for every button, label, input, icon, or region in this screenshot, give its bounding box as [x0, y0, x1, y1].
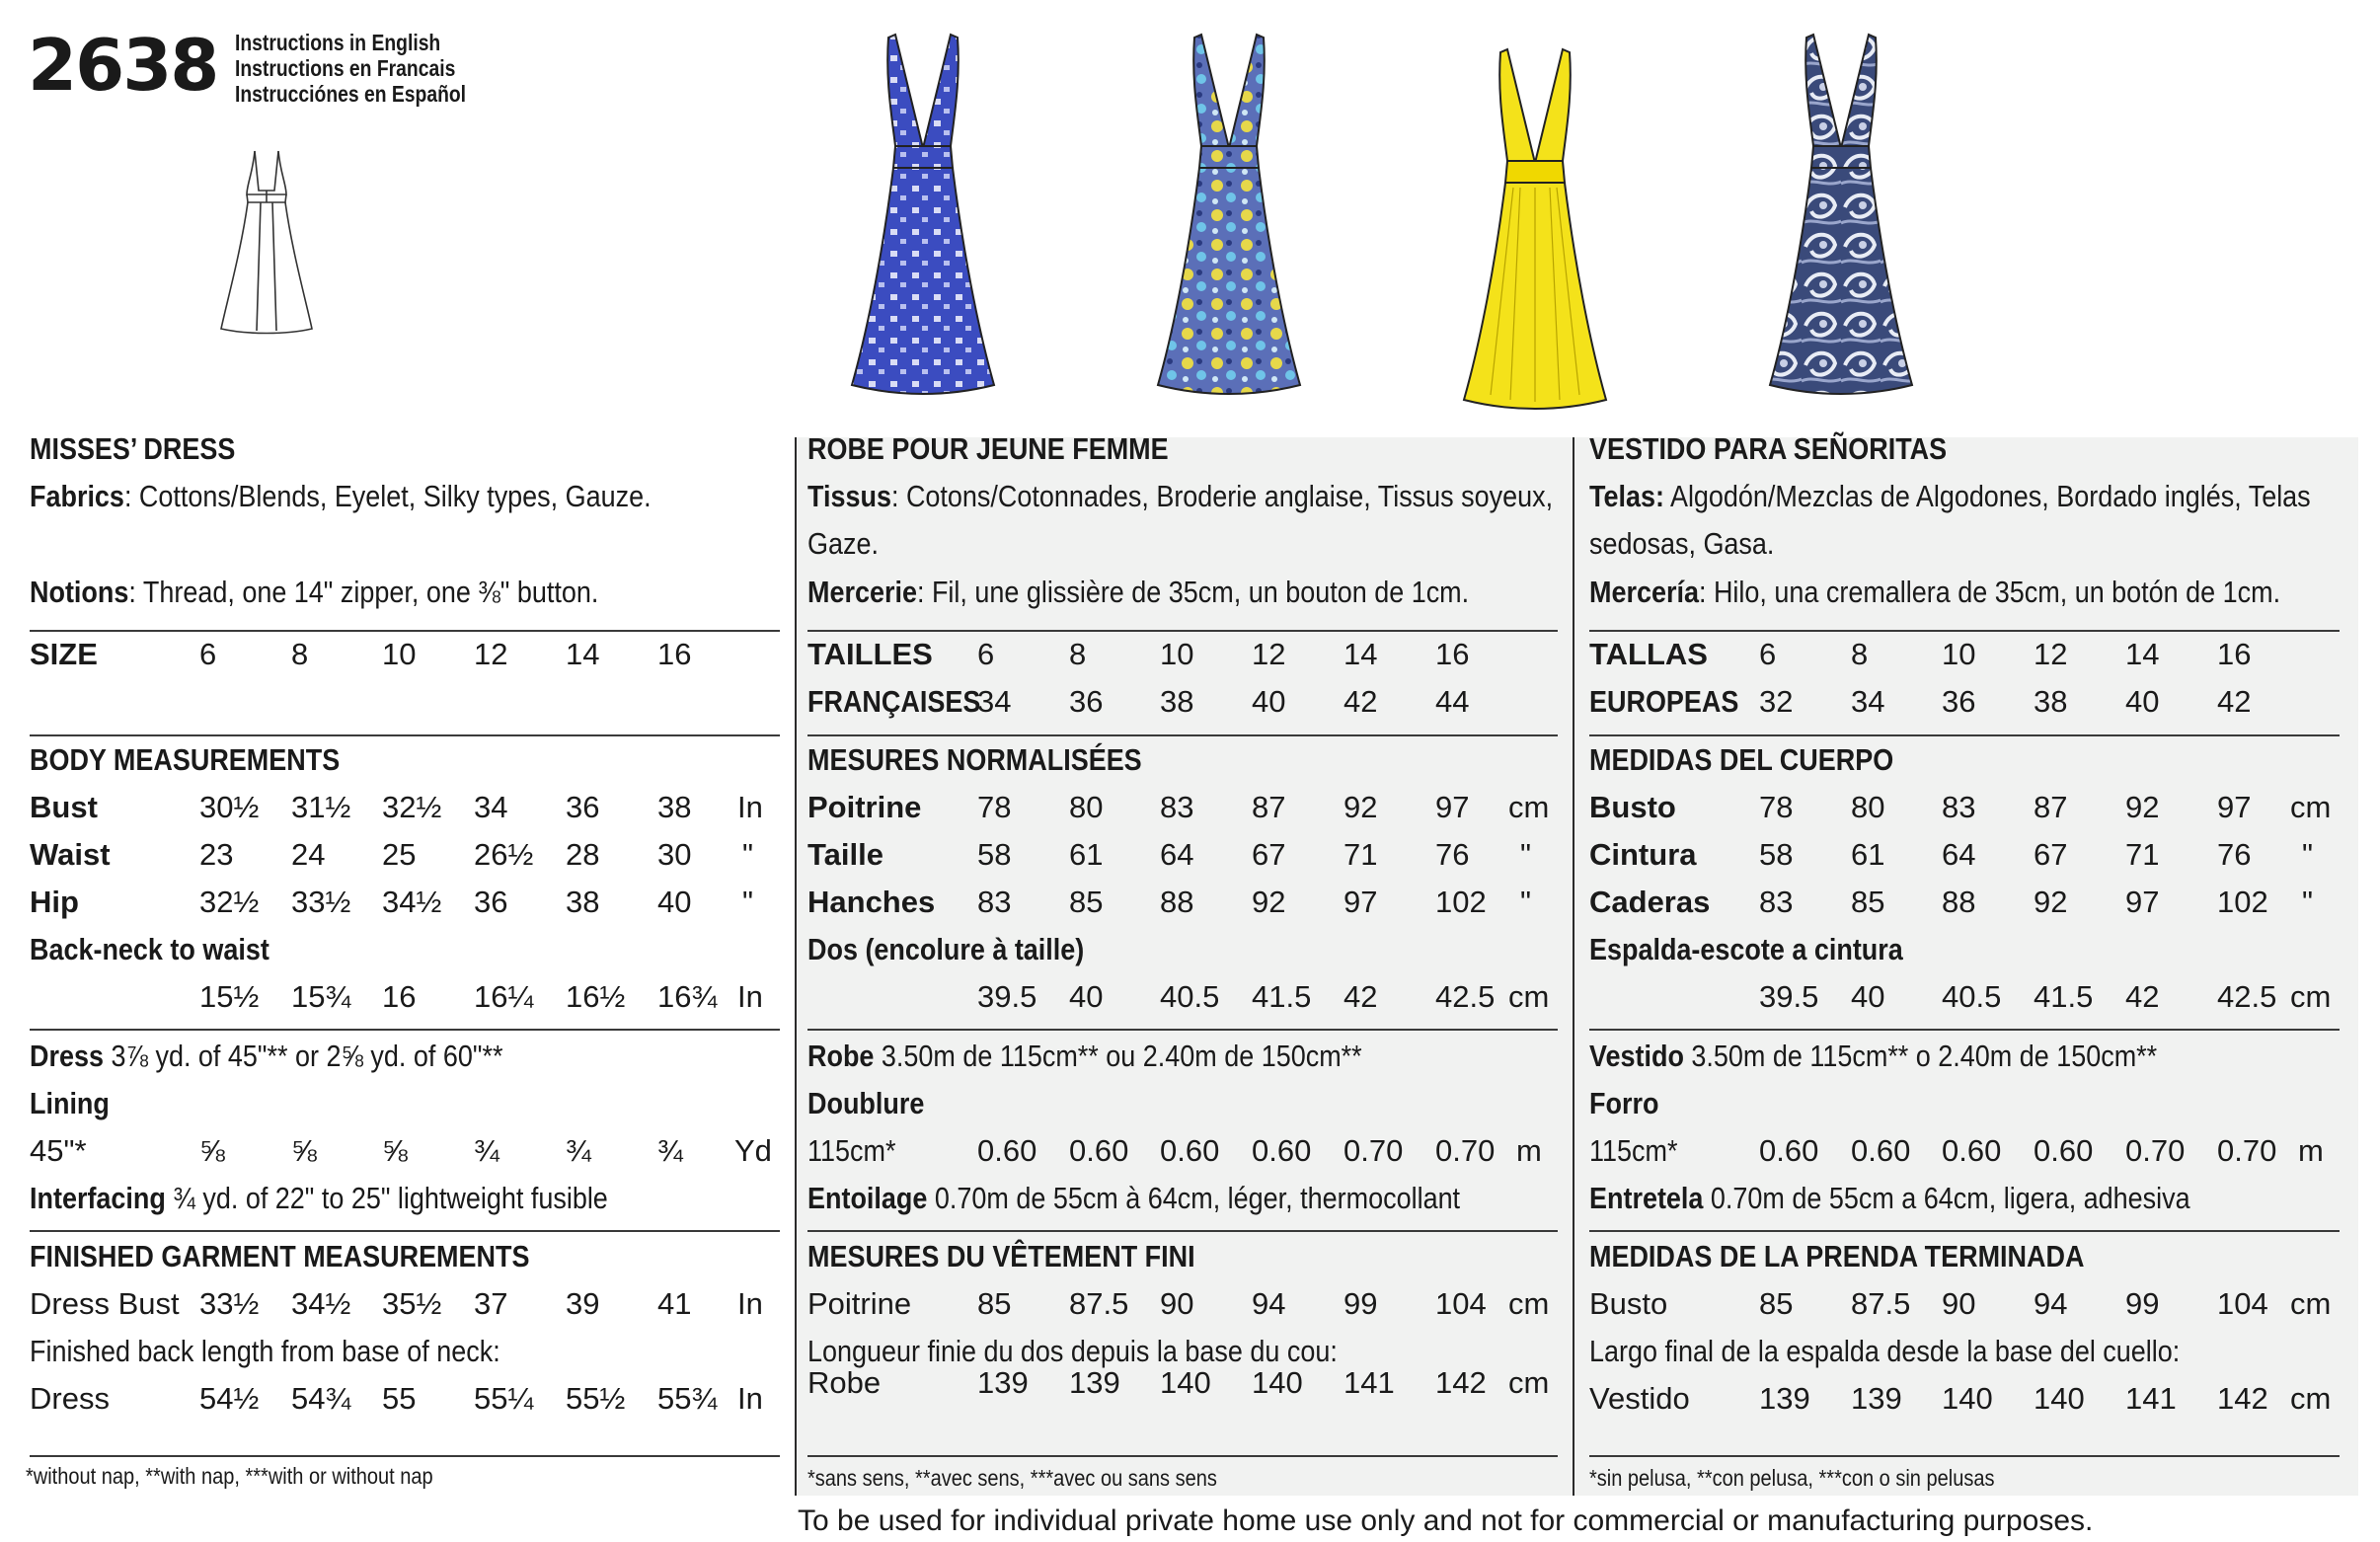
lining-label: Forro [1589, 1086, 1659, 1120]
lining-value: ¾ [566, 1133, 591, 1168]
finished-bust-value: 33½ [199, 1286, 260, 1321]
finished-bust-value: 37 [474, 1286, 508, 1321]
bust-value: 97 [1435, 790, 1470, 824]
finished-length-value: 55¾ [657, 1381, 718, 1416]
divider [1589, 1029, 2340, 1031]
size-value: 40 [2125, 684, 2160, 719]
waist-value: 61 [1069, 837, 1104, 872]
finished-length-value: 140 [1942, 1381, 1993, 1416]
size-value: 12 [1252, 637, 1286, 671]
back-value: 40 [1069, 979, 1104, 1014]
bust-label: Busto [1589, 790, 1676, 824]
unit: " [2302, 885, 2314, 919]
lining-label: Doublure [807, 1086, 925, 1120]
finished-measurements-title: FINISHED GARMENT MEASUREMENTS [30, 1239, 530, 1273]
unit: " [2302, 837, 2314, 872]
size-value: 14 [2125, 637, 2160, 671]
finished-bust-value: 94 [1252, 1286, 1286, 1321]
lining-value: 0.70 [2125, 1133, 2186, 1168]
bust-value: 36 [566, 790, 600, 824]
lining-width: 45"* [30, 1133, 87, 1168]
unit: Yd [734, 1133, 772, 1168]
finished-bust-label: Poitrine [807, 1286, 912, 1321]
finished-length-label: Dress [30, 1381, 110, 1416]
dress-yardage: 3.50m de 115cm** o 2.40m de 150cm** [1683, 1039, 2158, 1073]
waist-value: 25 [382, 837, 417, 872]
size-value: 44 [1435, 684, 1470, 719]
divider [807, 1455, 1558, 1457]
hip-value: 38 [566, 885, 600, 919]
back-value: 42 [2125, 979, 2160, 1014]
hip-value: 33½ [291, 885, 351, 919]
hip-value: 83 [977, 885, 1012, 919]
bust-label: Poitrine [807, 790, 922, 824]
back-value: 41.5 [1252, 979, 1312, 1014]
hip-value: 88 [1160, 885, 1194, 919]
size-label-secondary: FRANÇAISES [807, 684, 981, 719]
size-value: 42 [2217, 684, 2252, 719]
interfacing-label: Entretela [1589, 1181, 1704, 1215]
dress-yardage: 3.50m de 115cm** ou 2.40m de 150cm** [874, 1039, 1362, 1073]
size-value: 12 [2034, 637, 2068, 671]
divider [30, 630, 780, 632]
section-title: MISSES’ DRESS [30, 431, 236, 466]
back-value: 15¾ [291, 979, 351, 1014]
back-value: 39.5 [977, 979, 1037, 1014]
column-divider [795, 437, 797, 1496]
section-title: VESTIDO PARA SEÑORITAS [1589, 431, 1948, 466]
footnote: *sans sens, **avec sens, ***avec ou sans sens [807, 1465, 1217, 1491]
finished-length-value: 55 [382, 1381, 417, 1416]
lining-value: 0.60 [2034, 1133, 2094, 1168]
finished-bust-value: 41 [657, 1286, 692, 1321]
size-value: 40 [1252, 684, 1286, 719]
back-value: 42.5 [2217, 979, 2277, 1014]
hip-value: 88 [1942, 885, 1976, 919]
hip-value: 85 [1069, 885, 1104, 919]
fabrics-label: Fabrics [30, 479, 124, 513]
bust-value: 83 [1942, 790, 1976, 824]
finished-bust-value: 85 [977, 1286, 1012, 1321]
hip-label: Caderas [1589, 885, 1711, 919]
lining-value: ¾ [657, 1133, 683, 1168]
waist-value: 76 [1435, 837, 1470, 872]
size-value: 16 [657, 637, 692, 671]
dress-illustration-paisley [1762, 30, 1920, 400]
lining-width: 115cm* [807, 1133, 896, 1168]
size-value: 14 [566, 637, 600, 671]
lining-value: 0.60 [977, 1133, 1037, 1168]
size-value: 34 [1851, 684, 1885, 719]
finished-bust-value: 104 [1435, 1286, 1487, 1321]
bust-value: 87 [2034, 790, 2068, 824]
divider [1589, 734, 2340, 736]
waist-value: 67 [1252, 837, 1286, 872]
unit: cm [2290, 1381, 2332, 1416]
size-label: TAILLES [807, 637, 933, 671]
size-value: 10 [1942, 637, 1976, 671]
finished-bust-label: Dress Bust [30, 1286, 180, 1321]
notions-text: : Fil, une glissière de 35cm, un bouton de 1cm. [916, 575, 1470, 609]
bust-value: 92 [2125, 790, 2160, 824]
finished-bust-value: 90 [1942, 1286, 1976, 1321]
interfacing-label: Entoilage [807, 1181, 928, 1215]
bust-value: 80 [1069, 790, 1104, 824]
back-value: 41.5 [2034, 979, 2094, 1014]
hip-value: 97 [2125, 885, 2160, 919]
back-value: 16½ [566, 979, 626, 1014]
unit: cm [2290, 979, 2332, 1014]
back-length-text: Finished back length from base of neck: [30, 1334, 500, 1368]
hip-value: 40 [657, 885, 692, 919]
finished-bust-value: 99 [2125, 1286, 2160, 1321]
back-value: 42.5 [1435, 979, 1496, 1014]
waist-value: 26½ [474, 837, 534, 872]
notions-text: : Thread, one 14" zipper, one ⅜" button. [128, 575, 599, 609]
waist-value: 76 [2217, 837, 2252, 872]
unit: " [742, 885, 754, 919]
finished-length-value: 139 [1069, 1365, 1120, 1400]
finished-length-value: 139 [1851, 1381, 1902, 1416]
unit: m [2298, 1133, 2324, 1168]
fabrics-text-continued: Gaze. [807, 526, 879, 561]
size-value: 16 [1435, 637, 1470, 671]
size-value: 42 [1344, 684, 1378, 719]
finished-measurements-title: MEDIDAS DE LA PRENDA TERMINADA [1589, 1239, 2085, 1273]
size-value: 36 [1069, 684, 1104, 719]
body-measurements-title: BODY MEASUREMENTS [30, 742, 341, 777]
interfacing-text: ¾ yd. of 22" to 25" lightweight fusible [165, 1181, 608, 1215]
finished-length-value: 55½ [566, 1381, 626, 1416]
lining-value: 0.60 [1942, 1133, 2002, 1168]
divider [30, 1029, 780, 1031]
footnote: *sin pelusa, **con pelusa, ***con o sin pelusas [1589, 1465, 1995, 1491]
finished-bust-value: 87.5 [1851, 1286, 1911, 1321]
finished-length-label: Robe [807, 1365, 882, 1400]
finished-measurements-title: MESURES DU VÊTEMENT FINI [807, 1239, 1195, 1273]
bust-value: 87 [1252, 790, 1286, 824]
size-value: 16 [2217, 637, 2252, 671]
finished-bust-value: 35½ [382, 1286, 442, 1321]
waist-label: Cintura [1589, 837, 1697, 872]
size-value: 38 [2034, 684, 2068, 719]
lining-value: 0.60 [1759, 1133, 1819, 1168]
divider [807, 630, 1558, 632]
waist-value: 71 [1344, 837, 1378, 872]
finished-length-value: 142 [2217, 1381, 2268, 1416]
dress-illustration-blue-floral [844, 30, 1002, 400]
dress-label: Vestido [1589, 1039, 1684, 1073]
waist-value: 23 [199, 837, 234, 872]
size-value: 6 [199, 637, 217, 671]
size-label: TALLAS [1589, 637, 1708, 671]
size-value: 10 [1160, 637, 1194, 671]
usage-disclaimer: To be used for individual private home use only and not for commercial or manufacturing purposes. [798, 1504, 2094, 1537]
finished-bust-value: 39 [566, 1286, 600, 1321]
unit: cm [2290, 1286, 2332, 1321]
waist-value: 58 [1759, 837, 1794, 872]
waist-value: 58 [977, 837, 1012, 872]
size-value: 8 [291, 637, 309, 671]
hip-value: 34½ [382, 885, 442, 919]
unit: In [737, 1381, 763, 1416]
divider [807, 1029, 1558, 1031]
back-neck-label: Back-neck to waist [30, 932, 269, 966]
notions-label: Notions [30, 575, 129, 609]
hip-label: Hanches [807, 885, 936, 919]
interfacing-text: 0.70m de 55cm a 64cm, ligera, adhesiva [1703, 1181, 2190, 1215]
waist-value: 28 [566, 837, 600, 872]
finished-bust-value: 94 [2034, 1286, 2068, 1321]
waist-value: 24 [291, 837, 326, 872]
finished-length-value: 139 [1759, 1381, 1810, 1416]
column-divider [1573, 437, 1574, 1496]
hip-value: 92 [1252, 885, 1286, 919]
bust-value: 92 [1344, 790, 1378, 824]
lining-value: ⅝ [291, 1133, 317, 1168]
finished-length-value: 142 [1435, 1365, 1487, 1400]
hip-value: 102 [1435, 885, 1487, 919]
unit: " [742, 837, 754, 872]
lang-line-french: Instructions en Francais [235, 55, 456, 81]
waist-value: 71 [2125, 837, 2160, 872]
divider [1589, 1455, 2340, 1457]
fabrics-text-continued: sedosas, Gasa. [1589, 526, 1775, 561]
finished-length-value: 140 [2034, 1381, 2085, 1416]
finished-length-value: 139 [977, 1365, 1029, 1400]
bust-value: 78 [977, 790, 1012, 824]
finished-length-value: 141 [1344, 1365, 1395, 1400]
lang-line-spanish: Instrucciónes en Español [235, 81, 467, 107]
back-value: 39.5 [1759, 979, 1819, 1014]
bust-value: 30½ [199, 790, 260, 824]
hip-value: 85 [1851, 885, 1885, 919]
bust-value: 78 [1759, 790, 1794, 824]
bust-value: 80 [1851, 790, 1885, 824]
bust-value: 83 [1160, 790, 1194, 824]
interfacing-label: Interfacing [30, 1181, 166, 1215]
waist-value: 30 [657, 837, 692, 872]
finished-bust-value: 90 [1160, 1286, 1194, 1321]
fabrics-text: : Cotons/Cotonnades, Broderie anglaise, Tissus soyeux, [890, 479, 1554, 513]
finished-length-value: 140 [1252, 1365, 1303, 1400]
size-value: 36 [1942, 684, 1976, 719]
unit: In [737, 790, 763, 824]
unit: cm [1508, 1286, 1550, 1321]
notions-label: Mercería [1589, 575, 1699, 609]
finished-length-value: 55¼ [474, 1381, 534, 1416]
size-label-secondary: EUROPEAS [1589, 684, 1739, 719]
unit: m [1516, 1133, 1542, 1168]
bust-value: 32½ [382, 790, 442, 824]
footnote: *without nap, **with nap, ***with or without nap [26, 1463, 433, 1489]
size-value: 10 [382, 637, 417, 671]
fabrics-text: : Cottons/Blends, Eyelet, Silky types, Gauze. [123, 479, 652, 513]
bust-value: 38 [657, 790, 692, 824]
back-value: 16 [382, 979, 417, 1014]
bust-value: 97 [2217, 790, 2252, 824]
hip-value: 83 [1759, 885, 1794, 919]
bust-value: 34 [474, 790, 508, 824]
finished-length-value: 54¾ [291, 1381, 351, 1416]
pattern-number: 2638 [28, 24, 218, 107]
technical-drawing [217, 143, 316, 341]
unit: " [1520, 837, 1532, 872]
size-value: 38 [1160, 684, 1194, 719]
size-value: 14 [1344, 637, 1378, 671]
dress-label: Robe [807, 1039, 875, 1073]
lining-value: 0.60 [1252, 1133, 1312, 1168]
finished-bust-value: 104 [2217, 1286, 2268, 1321]
finished-bust-value: 99 [1344, 1286, 1378, 1321]
interfacing-text: 0.70m de 55cm à 64cm, léger, thermocollant [927, 1181, 1461, 1215]
size-value: 8 [1069, 637, 1087, 671]
notions-label: Mercerie [807, 575, 917, 609]
bust-label: Bust [30, 790, 98, 824]
size-value: 34 [977, 684, 1012, 719]
instruction-languages [235, 30, 466, 107]
lining-value: 0.70 [1435, 1133, 1496, 1168]
back-value: 40 [1851, 979, 1885, 1014]
lang-line-english: Instructions in English [235, 30, 441, 55]
hip-value: 32½ [199, 885, 260, 919]
fabrics-label: Telas: [1589, 479, 1664, 513]
back-neck-label: Dos (encolure à taille) [807, 932, 1085, 966]
finished-bust-value: 87.5 [1069, 1286, 1129, 1321]
body-measurements-title: MEDIDAS DEL CUERPO [1589, 742, 1894, 777]
hip-label: Hip [30, 885, 79, 919]
finished-bust-value: 34½ [291, 1286, 351, 1321]
hip-value: 97 [1344, 885, 1378, 919]
unit: cm [1508, 979, 1550, 1014]
back-value: 15½ [199, 979, 260, 1014]
lining-value: ⅝ [199, 1133, 225, 1168]
finished-length-label: Vestido [1589, 1381, 1690, 1416]
back-length-text: Longueur finie du dos depuis la base du cou: [807, 1334, 1338, 1368]
back-value: 42 [1344, 979, 1378, 1014]
finished-bust-label: Busto [1589, 1286, 1668, 1321]
unit: cm [1508, 1365, 1550, 1400]
lining-value: 0.60 [1851, 1133, 1911, 1168]
size-value: 8 [1851, 637, 1869, 671]
waist-value: 64 [1942, 837, 1976, 872]
lining-width: 115cm* [1589, 1133, 1678, 1168]
waist-value: 64 [1160, 837, 1194, 872]
lining-value: 0.60 [1160, 1133, 1220, 1168]
divider [807, 1230, 1558, 1232]
waist-label: Taille [807, 837, 883, 872]
unit: cm [2290, 790, 2332, 824]
divider [807, 734, 1558, 736]
finished-bust-value: 85 [1759, 1286, 1794, 1321]
dress-illustration-multicolor-print [1150, 30, 1308, 400]
section-title: ROBE POUR JEUNE FEMME [807, 431, 1169, 466]
waist-value: 61 [1851, 837, 1885, 872]
back-length-text: Largo final de la espalda desde la base del cuello: [1589, 1334, 2181, 1368]
dress-label: Dress [30, 1039, 104, 1073]
size-value: 6 [977, 637, 995, 671]
size-value: 6 [1759, 637, 1777, 671]
waist-label: Waist [30, 837, 111, 872]
back-value: 40.5 [1160, 979, 1220, 1014]
lining-value: 0.70 [2217, 1133, 2277, 1168]
hip-value: 36 [474, 885, 508, 919]
back-neck-label: Espalda-escote a cintura [1589, 932, 1903, 966]
waist-value: 67 [2034, 837, 2068, 872]
size-value: 12 [474, 637, 508, 671]
divider [1589, 630, 2340, 632]
divider [30, 734, 780, 736]
size-value: 32 [1759, 684, 1794, 719]
fabrics-label: Tissus [807, 479, 891, 513]
hip-value: 102 [2217, 885, 2268, 919]
unit: In [737, 1286, 763, 1321]
unit: In [737, 979, 763, 1014]
divider [1589, 1230, 2340, 1232]
dress-yardage: 3⅞ yd. of 45"** or 2⅝ yd. of 60"** [103, 1039, 503, 1073]
finished-length-value: 140 [1160, 1365, 1211, 1400]
back-value: 40.5 [1942, 979, 2002, 1014]
unit: cm [1508, 790, 1550, 824]
size-label: SIZE [30, 637, 98, 671]
lining-value: 0.60 [1069, 1133, 1129, 1168]
lining-value: 0.70 [1344, 1133, 1404, 1168]
divider [30, 1230, 780, 1232]
dress-illustration-yellow [1456, 44, 1614, 415]
back-value: 16¼ [474, 979, 534, 1014]
lining-value: ⅝ [382, 1133, 408, 1168]
lining-value: ¾ [474, 1133, 499, 1168]
finished-length-value: 54½ [199, 1381, 260, 1416]
unit: " [1520, 885, 1532, 919]
hip-value: 92 [2034, 885, 2068, 919]
bust-value: 31½ [291, 790, 351, 824]
body-measurements-title: MESURES NORMALISÉES [807, 742, 1142, 777]
lining-label: Lining [30, 1086, 110, 1120]
notions-text: : Hilo, una cremallera de 35cm, un botón de 1cm. [1698, 575, 2281, 609]
fabrics-text: Algodón/Mezclas de Algodones, Bordado inglés, Telas [1663, 479, 2311, 513]
back-value: 16¾ [657, 979, 718, 1014]
finished-length-value: 141 [2125, 1381, 2177, 1416]
